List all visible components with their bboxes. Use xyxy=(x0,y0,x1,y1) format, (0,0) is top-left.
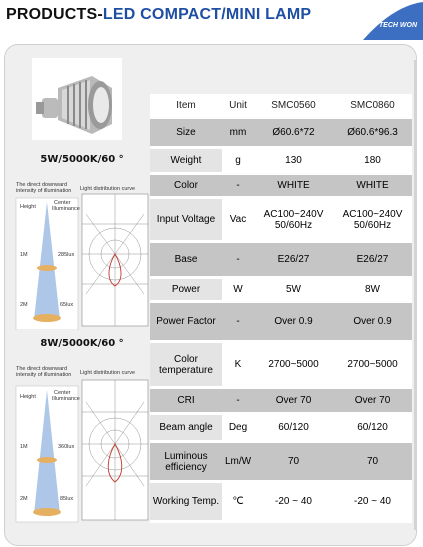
cell-model-b: AC100~240V 50/60Hz xyxy=(333,198,412,242)
cell-unit: W xyxy=(222,278,254,302)
table-row xyxy=(150,198,412,242)
cell-unit: Lm/W xyxy=(222,442,254,482)
diagram-label: 2M xyxy=(20,496,28,502)
cell-model-b: 180 xyxy=(333,148,412,174)
diagram-label: The direct downward xyxy=(16,366,68,372)
diagram-label: 285lux xyxy=(58,252,75,258)
table-row xyxy=(150,242,412,278)
panel-edge xyxy=(414,60,417,530)
diagram-label: 1M xyxy=(20,252,28,258)
diagram-label: 2M xyxy=(20,302,28,308)
cell-unit: - xyxy=(222,242,254,278)
table-row xyxy=(150,388,412,414)
diagram-label: 1M xyxy=(20,444,28,450)
diagram-label: Height xyxy=(20,394,36,400)
cell-model-a: AC100~240V 50/60Hz xyxy=(254,198,333,242)
cell-model-b: 70 xyxy=(333,442,412,482)
table-row xyxy=(150,442,412,482)
page-title xyxy=(6,6,311,24)
cell-item: Color xyxy=(150,174,222,198)
header xyxy=(0,0,423,40)
cell-model-b: Over 70 xyxy=(333,388,412,414)
cell-item: Weight xyxy=(150,148,222,174)
diagram-label: Center xyxy=(54,200,71,206)
cell-model-a: -20 ~ 40 xyxy=(254,482,333,522)
cell-model-b: 2700~5000 xyxy=(333,342,412,388)
header-unit: Unit xyxy=(222,94,254,118)
diagram-label: The direct downward xyxy=(16,182,68,188)
diagram-label: Height xyxy=(20,204,36,210)
illumination-diagram-1 xyxy=(14,180,150,330)
illumination-diagram-2 xyxy=(14,364,150,524)
header-model-a: SMC0560 xyxy=(254,94,333,118)
cell-model-b: 60/120 xyxy=(333,414,412,442)
cell-model-a: 60/120 xyxy=(254,414,333,442)
diagram-label: 360lux xyxy=(58,444,75,450)
table-row xyxy=(150,342,412,388)
cell-unit: Vac xyxy=(222,198,254,242)
table-row xyxy=(150,414,412,442)
diagram-label: Light distribution curve xyxy=(80,370,136,376)
table-row xyxy=(150,118,412,148)
cell-model-b: -20 ~ 40 xyxy=(333,482,412,522)
product-caption-2: 8W/5000K/60 ° xyxy=(40,338,124,349)
cell-unit: K xyxy=(222,342,254,388)
cell-unit: Deg xyxy=(222,414,254,442)
diagram-label: intensity of illumination xyxy=(16,372,72,378)
lamp-photo xyxy=(32,58,122,140)
product-caption-1: 5W/5000K/60 ° xyxy=(40,154,124,165)
title-main: LED COMPACT/MINI LAMP xyxy=(102,6,312,23)
cell-unit: - xyxy=(222,302,254,342)
cell-model-a: WHITE xyxy=(254,174,333,198)
title-prefix: PRODUCTS- xyxy=(6,6,103,23)
cell-item: Color temperature xyxy=(150,342,222,388)
cell-model-a: 70 xyxy=(254,442,333,482)
cell-model-a: E26/27 xyxy=(254,242,333,278)
cell-model-b: 8W xyxy=(333,278,412,302)
cell-item: Luminous efficiency xyxy=(150,442,222,482)
table-row xyxy=(150,174,412,198)
diagram-label: Light distribution curve xyxy=(80,186,136,192)
spec-table xyxy=(150,94,412,523)
cell-model-a: Over 0.9 xyxy=(254,302,333,342)
cell-item: Input Voltage xyxy=(150,198,222,242)
diagram-label: 85lux xyxy=(60,496,74,502)
cell-model-a: 130 xyxy=(254,148,333,174)
cell-item: Power xyxy=(150,278,222,302)
cell-unit: mm xyxy=(222,118,254,148)
cell-model-a: 5W xyxy=(254,278,333,302)
cell-item: Base xyxy=(150,242,222,278)
cell-item: Power Factor xyxy=(150,302,222,342)
diagram-label: intensity of illumination xyxy=(16,188,72,194)
cell-model-b: E26/27 xyxy=(333,242,412,278)
cell-model-a: Over 70 xyxy=(254,388,333,414)
brand-logo-shape xyxy=(363,0,423,40)
cell-model-b: Over 0.9 xyxy=(333,302,412,342)
cell-model-a: 2700~5000 xyxy=(254,342,333,388)
cell-model-a: Ø60.6*72 xyxy=(254,118,333,148)
cell-unit: - xyxy=(222,388,254,414)
header-item: Item xyxy=(150,94,222,118)
diagram-label: Illuminance xyxy=(52,206,80,212)
diagram-label: 65lux xyxy=(60,302,74,308)
table-row xyxy=(150,302,412,342)
cell-item: Beam angle xyxy=(150,414,222,442)
cell-unit: - xyxy=(222,174,254,198)
table-row xyxy=(150,278,412,302)
cell-item: Working Temp. xyxy=(150,482,222,522)
brand-logo-text: TECH WON xyxy=(378,22,417,29)
cell-unit: g xyxy=(222,148,254,174)
cell-item: CRI xyxy=(150,388,222,414)
header-model-b: SMC0860 xyxy=(333,94,412,118)
cell-unit: ℃ xyxy=(222,482,254,522)
table-row xyxy=(150,148,412,174)
diagram-label: Illuminance xyxy=(52,396,80,402)
table-header-row xyxy=(150,94,412,118)
diagram-label: Center xyxy=(54,390,71,396)
cell-item: Size xyxy=(150,118,222,148)
table-row xyxy=(150,482,412,522)
cell-model-b: Ø60.6*96.3 xyxy=(333,118,412,148)
cell-model-b: WHITE xyxy=(333,174,412,198)
